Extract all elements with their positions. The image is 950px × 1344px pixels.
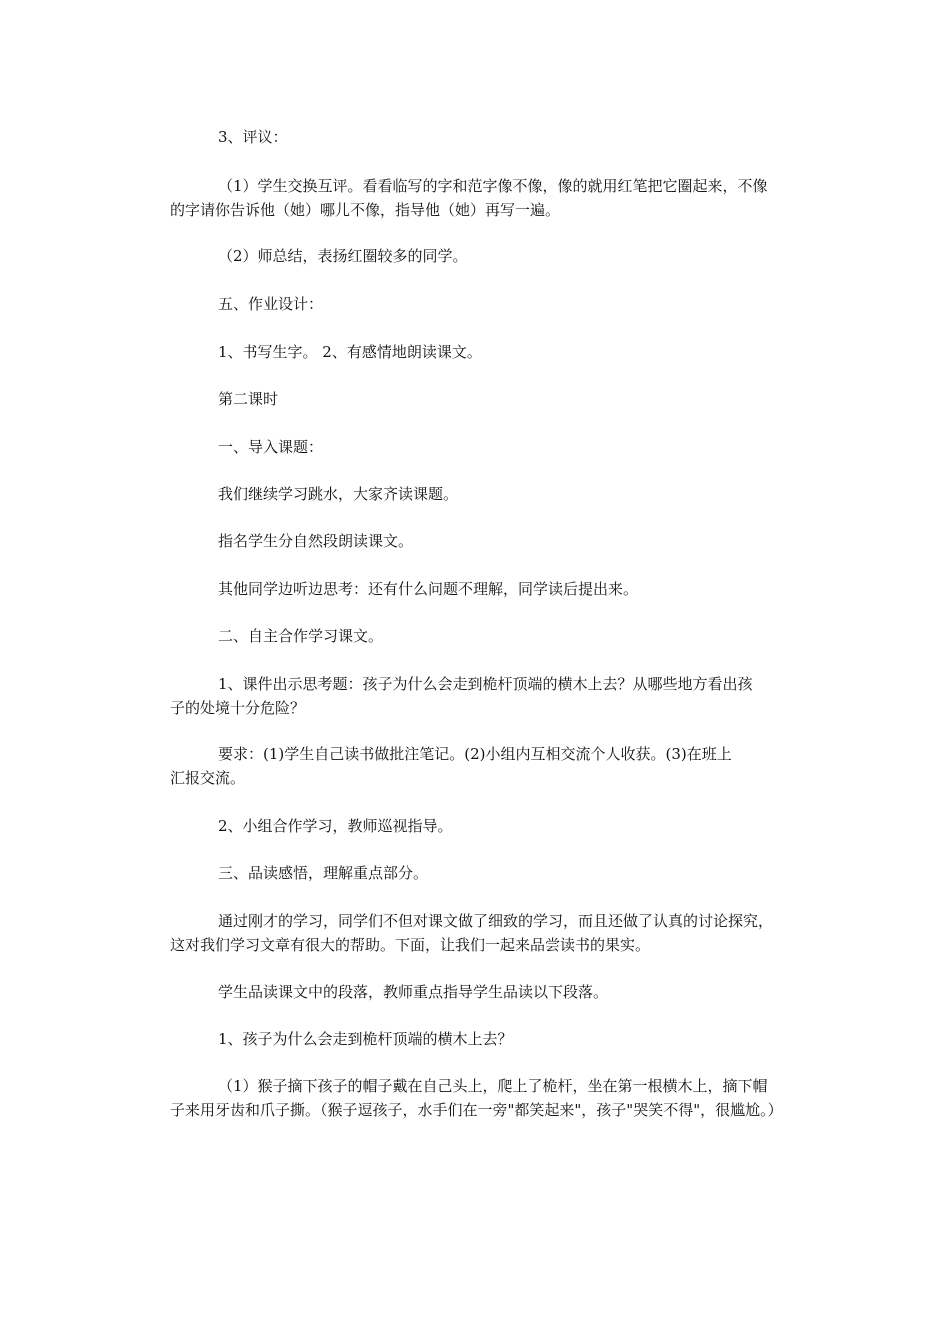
paragraph-read-aloud — [170, 529, 810, 553]
paragraph-line: 指名学生分自然段朗读课文。 — [218, 532, 414, 550]
paragraph-line: 一、导入课题： — [218, 438, 324, 456]
paragraph-line: 我们继续学习跳水，大家齐读课题。 — [218, 485, 459, 503]
paragraph-cooperative-heading — [170, 624, 810, 648]
paragraph-line: （2）师总结，表扬红圈较多的同学。 — [218, 247, 468, 265]
paragraph-review-heading — [170, 125, 810, 149]
paragraph-question-slide — [170, 672, 810, 720]
paragraph-line: 三、品读感悟，理解重点部分。 — [218, 864, 429, 882]
paragraph-line: 学生品读课文中的段落，教师重点指导学生品读以下段落。 — [218, 983, 609, 1001]
paragraph-second-lesson — [170, 387, 810, 411]
paragraph-line: 这对我们学习文章有很大的帮助。下面，让我们一起来品尝读书的果实。 — [170, 936, 651, 954]
paragraph-line: 2、小组合作学习，教师巡视指导。 — [218, 817, 453, 835]
paragraph-homework-items — [170, 340, 810, 364]
paragraph-monkey — [170, 1074, 810, 1122]
paragraph-line: 要求：(1)学生自己读书做批注笔记。(2)小组内互相交流个人收获。(3)在班上 — [218, 745, 732, 763]
paragraph-line: 二、自主合作学习课文。 — [218, 627, 384, 645]
paragraph-line: 汇报交流。 — [170, 769, 246, 787]
paragraph-line: 1、课件出示思考题：孩子为什么会走到桅杆顶端的横木上去？从哪些地方看出孩 — [218, 675, 753, 693]
paragraph-transition — [170, 909, 810, 957]
paragraph-peer-review — [170, 174, 810, 222]
paragraph-line: 五、作业设计： — [218, 295, 324, 313]
paragraph-line: 的字请你告诉他（她）哪儿不像，指导他（她）再写一遍。 — [170, 201, 561, 219]
paragraph-homework-heading — [170, 292, 810, 316]
paragraph-line: （1）学生交换互评。看看临写的字和范字像不像，像的就用红笔把它圈起来，不像 — [218, 177, 768, 195]
paragraph-read-segments — [170, 980, 810, 1004]
paragraph-line: 3、评议： — [218, 128, 288, 146]
paragraph-group-work — [170, 814, 810, 838]
paragraph-line: 通过刚才的学习，同学们不但对课文做了细致的学习，而且还做了认真的讨论探究， — [218, 912, 774, 930]
paragraph-line: 1、书写生字。 2、有感情地朗读课文。 — [218, 343, 482, 361]
paragraph-line: 1、孩子为什么会走到桅杆顶端的横木上去？ — [218, 1030, 513, 1048]
paragraph-line: 子来用牙齿和爪子撕。（猴子逗孩子，水手们在一旁"都笑起来"，孩子"哭笑不得"，很尴尬。） — [170, 1101, 783, 1119]
paragraph-requirements — [170, 742, 810, 790]
paragraph-read-title — [170, 482, 810, 506]
paragraph-question-1 — [170, 1027, 810, 1051]
paragraph-line: 第二课时 — [218, 390, 279, 408]
paragraph-intro-heading — [170, 435, 810, 459]
paragraph-reading-heading — [170, 861, 810, 885]
paragraph-line: 其他同学边听边思考：还有什么问题不理解，同学读后提出来。 — [218, 580, 639, 598]
paragraph-line: （1）猴子摘下孩子的帽子戴在自己头上，爬上了桅杆，坐在第一根横木上，摘下帽 — [218, 1077, 768, 1095]
paragraph-listen-think — [170, 577, 810, 601]
paragraph-teacher-summary — [170, 244, 810, 268]
paragraph-line: 子的处境十分危险？ — [170, 699, 306, 717]
